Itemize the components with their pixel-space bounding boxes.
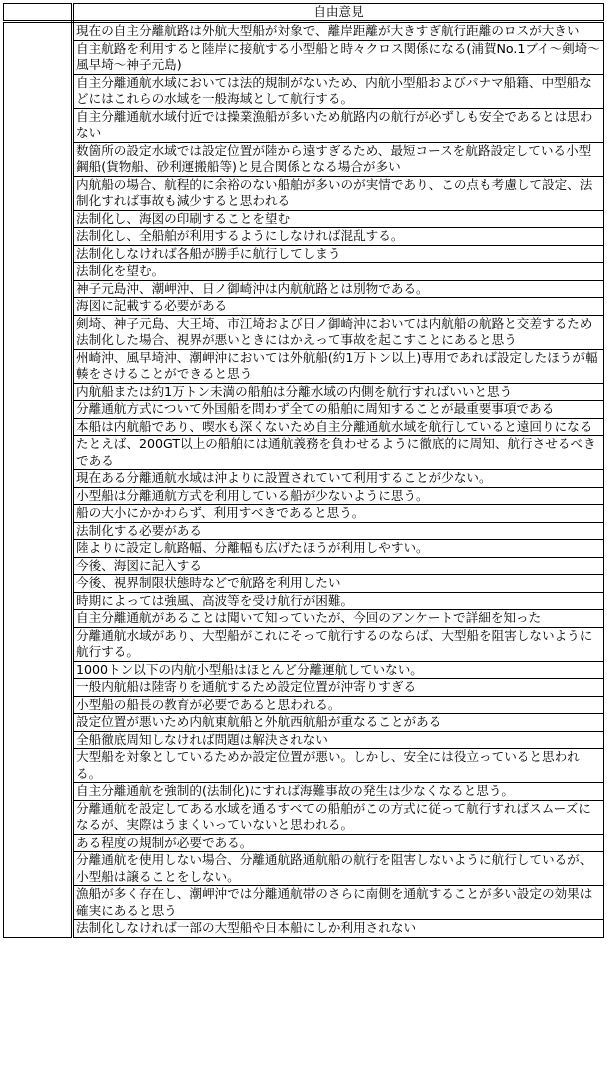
opinion-text: 内航船または約1万トン未満の船舶は分離水域の内側を航行すればいいと思う xyxy=(73,383,604,401)
opinion-text: 海図に記載する必要がある xyxy=(73,298,604,316)
opinion-text: 数箇所の設定水域では設定位置が陸から遠すぎるため、最短コースを航路設定している小型鋼船(貨物船、砂利運搬船等)と見合関係となる場合が多い xyxy=(73,142,604,176)
opinion-text: 全船徹底周知しなければ問題は解決されない xyxy=(73,731,604,749)
table-row xyxy=(4,470,604,488)
table-row xyxy=(4,228,604,246)
opinion-text: 自主航路を利用すると陸岸に接航する小型船と時々クロス関係になる(浦賀No.1ブイ～剣埼～風早埼～神子元島) xyxy=(73,40,604,74)
opinion-text: 州崎沖、風早埼沖、潮岬沖においては外航船(約1万トン以上)専用であれば設定したほうが輻輳をさけることができると思う xyxy=(73,349,604,383)
opinion-rows xyxy=(4,22,604,938)
table-row xyxy=(4,108,604,142)
opinion-sheet xyxy=(3,3,603,1070)
table-row xyxy=(4,418,604,436)
opinion-text: 法制化しなければ一部の大型船や日本船にしか利用されない xyxy=(73,920,604,938)
opinion-text: 分離通航水域があり、大型船がこれにそって航行するのならば、大型船を阻害しないように航行する。 xyxy=(73,627,604,661)
table-row xyxy=(4,696,604,714)
opinion-text: 一般内航船は陸寄りを通航するため設定位置が沖寄りすぎる xyxy=(73,679,604,697)
table-row xyxy=(4,714,604,732)
opinion-text: 自主分離通航を強制的(法制化)にすれば海難事故の発生は少なくなると思う。 xyxy=(73,783,604,801)
table-row xyxy=(4,557,604,575)
table-row xyxy=(4,834,604,852)
opinion-text: 法制化し、全船舶が利用するようにしなければ混乱する。 xyxy=(73,228,604,246)
opinion-text: 時期によっては強風、高波等を受け航行が困難。 xyxy=(73,592,604,610)
table-row xyxy=(4,436,604,470)
opinion-text: 分離通航を設定してある水域を通るすべての船舶がこの方式に従って航行すればスムーズになるが、実際はうまくいっていないと思われる。 xyxy=(73,800,604,834)
table-row xyxy=(4,505,604,523)
opinion-text: 漁船が多く存在し、潮岬沖では分離通航帯のさらに南側を通航することが多い設定の効果は確実にあると思う xyxy=(73,886,604,920)
table-row xyxy=(4,679,604,697)
opinion-text: 自主分離通航があることは聞いて知っていたが、今回のアンケートで詳細を知った xyxy=(73,610,604,628)
opinion-text: 自主分離通航水域付近では操業漁船が多いため航路内の航行が必ずしも安全であるとは思わない xyxy=(73,108,604,142)
opinion-text: 設定位置が悪いため内航東航船と外航西航船が重なることがある xyxy=(73,714,604,732)
table-row xyxy=(4,920,604,938)
opinion-text: 法制化を望む。 xyxy=(73,263,604,281)
opinion-text: 1000トン以下の内航小型船はほとんど分離運航していない。 xyxy=(73,661,604,679)
opinion-text: 小型船は分離通航方式を利用している船が少ないように思う。 xyxy=(73,487,604,505)
table-row xyxy=(4,522,604,540)
table-row xyxy=(4,592,604,610)
header-blank-cell xyxy=(4,4,73,22)
table-row xyxy=(4,610,604,628)
table-row xyxy=(4,263,604,281)
opinion-text: 今後、視界制限状態時などで航路を利用したい xyxy=(73,575,604,593)
table-row xyxy=(4,540,604,558)
header-free-opinion: 自由意見 xyxy=(73,4,604,22)
table-row xyxy=(4,487,604,505)
table-row xyxy=(4,40,604,74)
opinion-text: 分離通航方式について外国船を問わず全ての船舶に周知することが最重要事項である xyxy=(73,401,604,419)
table-row xyxy=(4,852,604,886)
table-row xyxy=(4,886,604,920)
table-row xyxy=(4,22,604,41)
table-row xyxy=(4,210,604,228)
opinion-text: 分離通航を使用しない場合、分離通航路通航船の航行を阻害しないように航行しているが、小型船は譲ることをしない。 xyxy=(73,852,604,886)
header-row xyxy=(4,4,604,22)
table-row xyxy=(4,783,604,801)
table-row xyxy=(4,176,604,210)
table-row xyxy=(4,575,604,593)
table-row xyxy=(4,749,604,783)
table-row xyxy=(4,74,604,108)
opinion-text: 現在ある分離通航水域は沖よりに設置されていて利用することが少ない。 xyxy=(73,470,604,488)
table-row xyxy=(4,298,604,316)
table-row xyxy=(4,315,604,349)
table-row xyxy=(4,383,604,401)
opinion-text: 法制化する必要がある xyxy=(73,522,604,540)
opinion-text: 船の大小にかかわらず、利用すべきであると思う。 xyxy=(73,505,604,523)
category-cell xyxy=(4,22,73,938)
opinion-text: 内航船の場合、航程的に余裕のない船舶が多いのが実情であり、この点も考慮して設定、法制化すれば事故も減少すると思われる xyxy=(73,176,604,210)
opinion-text: 神子元島沖、潮岬沖、日ノ御崎沖は内航航路とは別物である。 xyxy=(73,280,604,298)
opinion-text: 現在の自主分離航路は外航大型船が対象で、離岸距離が大きすぎ航行距離のロスが大きい xyxy=(73,22,604,41)
table-row xyxy=(4,280,604,298)
opinion-text: 陸よりに設定し航路幅、分離幅も広げたほうが利用しやすい。 xyxy=(73,540,604,558)
opinion-text: 今後、海図に記入する xyxy=(73,557,604,575)
opinion-text: ある程度の規制が必要である。 xyxy=(73,834,604,852)
opinion-table xyxy=(3,3,604,938)
table-row xyxy=(4,731,604,749)
opinion-text: 法制化しなければ各船が勝手に航行してしまう xyxy=(73,245,604,263)
table-row xyxy=(4,627,604,661)
table-row xyxy=(4,401,604,419)
opinion-text: 自主分離通航水域においては法的規制がないため、内航小型船およびパナマ船籍、中型船などにはこれらの水域を一般海域として航行する。 xyxy=(73,74,604,108)
opinion-text: たとえば、200GT以上の船舶には通航義務を負わせるように徹底的に周知、航行させるべきである xyxy=(73,436,604,470)
table-row xyxy=(4,349,604,383)
table-row xyxy=(4,661,604,679)
opinion-text: 法制化し、海図の印刷することを望む xyxy=(73,210,604,228)
table-row xyxy=(4,800,604,834)
opinion-text: 本船は内航船であり、喫水も深くないため自主分離通航水域を航行していると遠回りになる xyxy=(73,418,604,436)
opinion-text: 大型船を対象としているためか設定位置が悪い。しかし、安全には役立っていると思われる。 xyxy=(73,749,604,783)
opinion-text: 小型船の船長の教育が必要であると思われる。 xyxy=(73,696,604,714)
table-row xyxy=(4,245,604,263)
table-row xyxy=(4,142,604,176)
opinion-text: 剣埼、神子元島、大王埼、市江埼および日ノ御崎沖においては内航船の航路と交差するため法制化した場合、視界が悪いときにはかえって事故を起こすことにあると思う xyxy=(73,315,604,349)
